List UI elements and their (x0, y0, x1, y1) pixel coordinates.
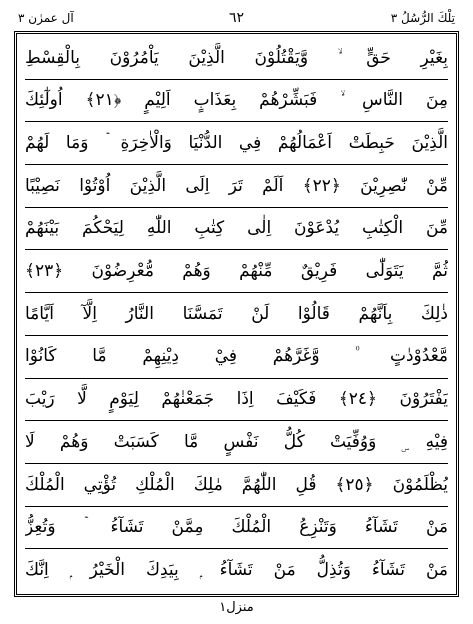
text-line (25, 122, 448, 165)
text-line (25, 421, 448, 464)
line-text: مَّعْدُوْدٰتٍ ۠ وَّغَرَّهُمْ فِيْ دِيْنِهِمْ مَّا كَانُوْا (25, 346, 448, 367)
text-line (25, 336, 448, 379)
text-line (25, 507, 448, 550)
line-text: ثُمَّ يَتَوَلّٰى فَرِيْقٌ مِّنْهُمْ وَهُمْ مُّعْرِضُوْنَ ﴿٢٣﴾ (25, 261, 448, 282)
text-lines (25, 37, 448, 591)
text-line (25, 549, 448, 591)
line-text: مَنْ تَشَآءُ وَتَنْزِعُ الْمُلْكَ مِمَّنْ تَشَآءُ ۡ وَتُعِزُّ (25, 517, 448, 538)
text-line (25, 80, 448, 123)
page-number: ٦٢ (228, 10, 245, 26)
line-text: مِّنْ نّٰصِرِيْنَ ﴿٢٢﴾ اَلَمْ تَرَ اِلَى الَّذِيْنَ اُوْتُوْا نَصِيْبًا (25, 175, 448, 196)
page-frame (14, 31, 459, 597)
text-line (25, 208, 448, 251)
text-line (25, 379, 448, 422)
text-line (25, 464, 448, 507)
text-line (25, 37, 448, 80)
line-text: يُظْلَمُوْنَ ﴿٢٥﴾ قُلِ اللّٰهُمَّ مٰلِكَ الْمُلْكِ تُؤْتِي الْمُلْكَ (25, 474, 448, 495)
line-text: فِيْهِ ۣ وَوُفِّيَتْ كُلُّ نَفْسٍ مَّا كَسَبَتْ وَهُمْ لَا (25, 431, 448, 452)
text-line (25, 293, 448, 336)
juz-name: تِلْكَ الرُّسُلُ ٣ (390, 11, 455, 25)
line-text: بِغَيْرِ حَقٍّ ۙ وَّيَقْتُلُوْنَ الَّذِيْنَ يَاْمُرُوْنَ بِالْقِسْطِ (25, 47, 448, 68)
text-line (25, 165, 448, 208)
line-text: يَفْتَرُوْنَ ﴿٢٤﴾ فَكَيْفَ اِذَا جَمَعْنٰهُمْ لِيَوْمٍ لَّا رَيْبَ (25, 389, 448, 410)
text-line (25, 250, 448, 293)
line-text: ذٰلِكَ بِاَنَّهُمْ قَالُوْا لَنْ تَمَسَّنَا النَّارُ اِلَّآ اَيَّامًا (25, 303, 448, 324)
surah-name: آل عمرٰن ٣ (18, 11, 74, 25)
line-text: مَنْ تَشَآءُ وَتُذِلُّ مَنْ تَشَآءُ ۭ بِيَدِكَ الْخَيْرُ ۭ اِنَّكَ (25, 559, 448, 580)
line-text: مِّنَ الْكِتٰبِ يُدْعَوْنَ اِلٰى كِتٰبِ اللّٰهِ لِيَحْكُمَ بَيْنَهُمْ (25, 218, 448, 239)
line-text: مِنَ النَّاسِ ۙ فَبَشِّرْهُمْ بِعَذَابٍ اَلِيْمٍ ﴿٢١﴾ اُولٰٓئِكَ (25, 90, 448, 111)
manzil-marker: منزل١ (219, 600, 254, 615)
line-text: الَّذِيْنَ حَبِطَتْ اَعْمَالُهُمْ فِي الدُّنْيَا وَالْاٰخِرَةِ ۡ وَمَا لَهُمْ (25, 133, 448, 154)
page-header (14, 8, 459, 28)
